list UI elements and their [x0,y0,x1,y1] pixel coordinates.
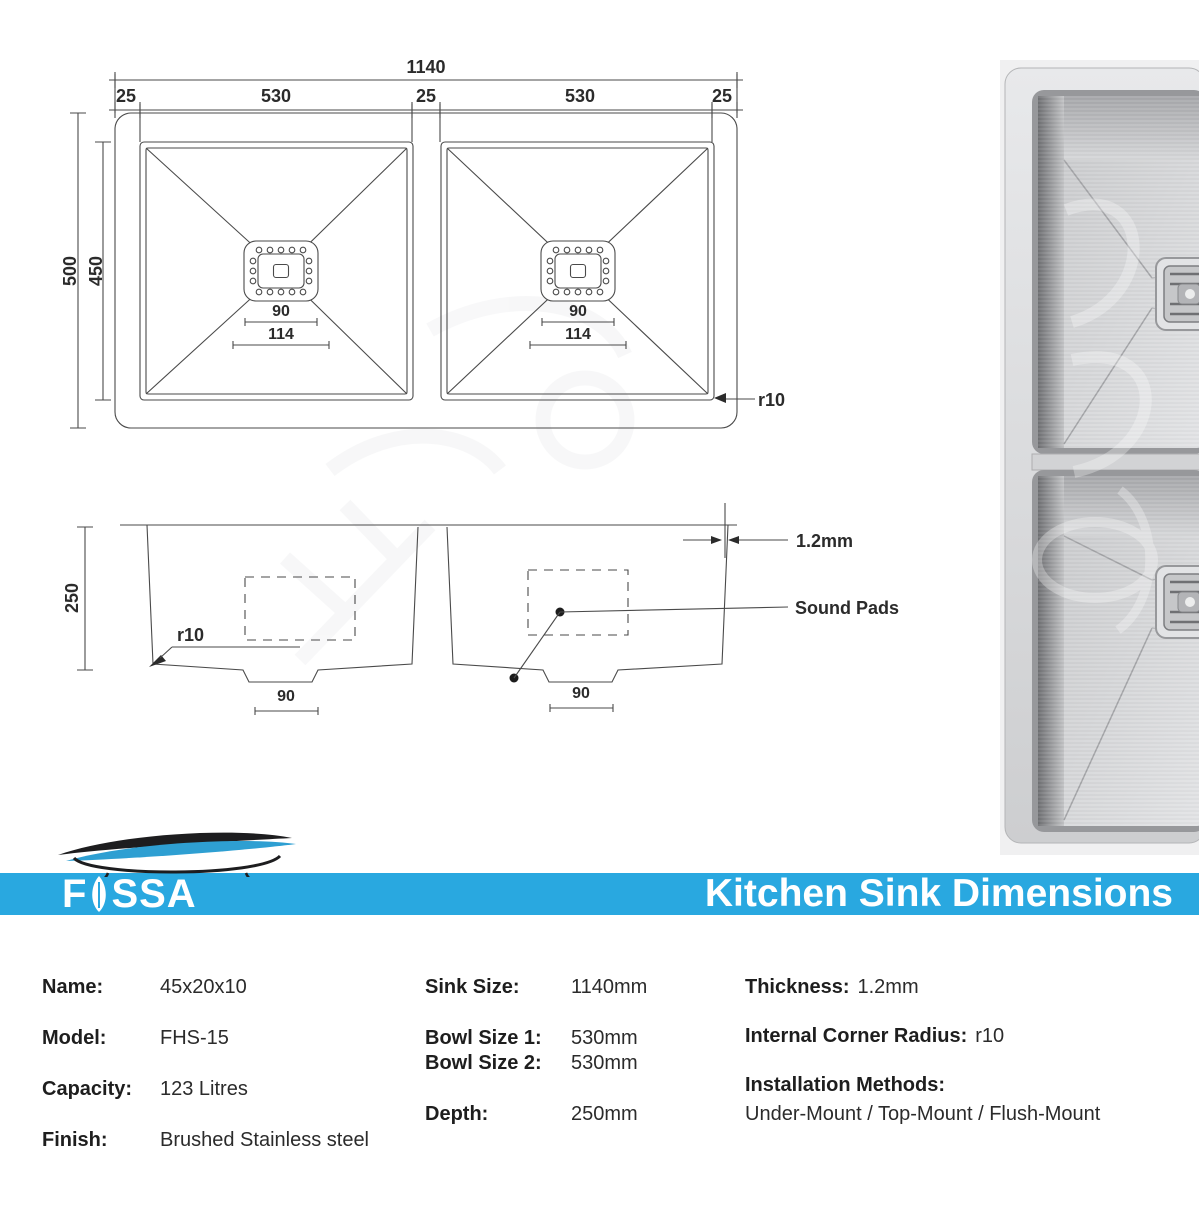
spec-column-middle [425,976,647,1154]
spec-value: FHS-15 [160,1027,229,1049]
dim-seg1: 25 [115,86,137,106]
spec-column-right [745,976,1100,1152]
dim-seg4: 530 [564,86,596,106]
spec-row-finish [42,1129,369,1152]
spec-row-installation-value [745,1103,1100,1126]
bowl-2-profile [447,525,728,682]
photo-drain-2 [1156,566,1199,638]
spec-value: 530mm [571,1027,638,1049]
dim-side-depth: 250 [62,582,82,614]
spec-row-sink-size [425,976,647,999]
photo-bowl-1 [1032,90,1199,454]
dim-total-width: 1140 [406,57,446,77]
dim-drain2-width: 90 [569,303,587,320]
dim-seg5: 25 [711,86,733,106]
sound-pad-2 [528,570,628,635]
dim-seg3: 25 [415,86,437,106]
label-wall-thickness: 1.2mm [796,531,854,551]
label-sound-pads: Sound Pads [795,598,900,618]
product-photo [1000,60,1199,855]
spec-label: Model: [42,1027,107,1049]
spec-value: 250mm [571,1103,638,1125]
dim-side-drain2: 90 [572,685,590,702]
spec-value: 123 Litres [160,1078,248,1100]
spec-value: r10 [975,1025,1005,1047]
spec-label: Name: [42,976,104,998]
brand-letters-ssa: SSA [111,871,197,916]
spec-label: Thickness: [745,976,850,998]
dim-inner-depth: 450 [86,255,106,287]
spec-column-left [42,976,369,1180]
spec-value: 530mm [571,1052,638,1074]
dim-side-drain1: 90 [277,688,295,705]
spec-label: Bowl Size 1: [425,1027,542,1049]
label-corner-radius-side: r10 [177,625,205,645]
spec-value: 45x20x10 [160,976,247,998]
dim-seg2: 530 [260,86,292,106]
spec-label: Sink Size: [425,976,520,998]
spec-value: Under-Mount / Top-Mount / Flush-Mount [745,1103,1101,1125]
spec-value: 1.2mm [857,976,919,998]
watermark [285,304,627,660]
dim-drain1-flange: 114 [268,326,294,343]
top-view [70,72,755,428]
sink-outline [115,113,737,428]
dim-drain1-width: 90 [272,303,290,320]
spec-value: Brushed Stainless steel [160,1129,370,1151]
spec-label: Bowl Size 2: [425,1052,542,1074]
brand-banner [0,873,1199,915]
leaf-icon [88,875,110,913]
spec-row-thickness [745,976,1100,999]
brand-logo [62,869,197,919]
spec-value: 1140mm [571,976,648,998]
spec-row-name [42,976,369,999]
brand-letter-f: F [62,871,88,916]
spec-row-corner-radius [745,1025,1100,1048]
spec-row-capacity [42,1078,369,1101]
spec-row-bowl-size-1 [425,1027,647,1050]
spec-label: Capacity: [42,1078,133,1100]
spec-label: Depth: [425,1103,489,1125]
page-title: Kitchen Sink Dimensions [704,872,1173,915]
spec-row-depth [425,1103,647,1126]
spec-label: Internal Corner Radius: [745,1025,968,1047]
side-view [77,503,788,715]
spec-row-bowl-size-2 [425,1052,647,1075]
label-corner-radius-top: r10 [758,390,786,410]
dim-drain2-flange: 114 [565,326,591,343]
spec-label: Finish: [42,1129,108,1151]
photo-drain-1 [1156,258,1199,330]
spec-row-installation [745,1074,1100,1097]
spec-row-model [42,1027,369,1050]
dim-outer-depth: 500 [60,255,80,287]
spec-label: Installation Methods: [745,1074,945,1096]
